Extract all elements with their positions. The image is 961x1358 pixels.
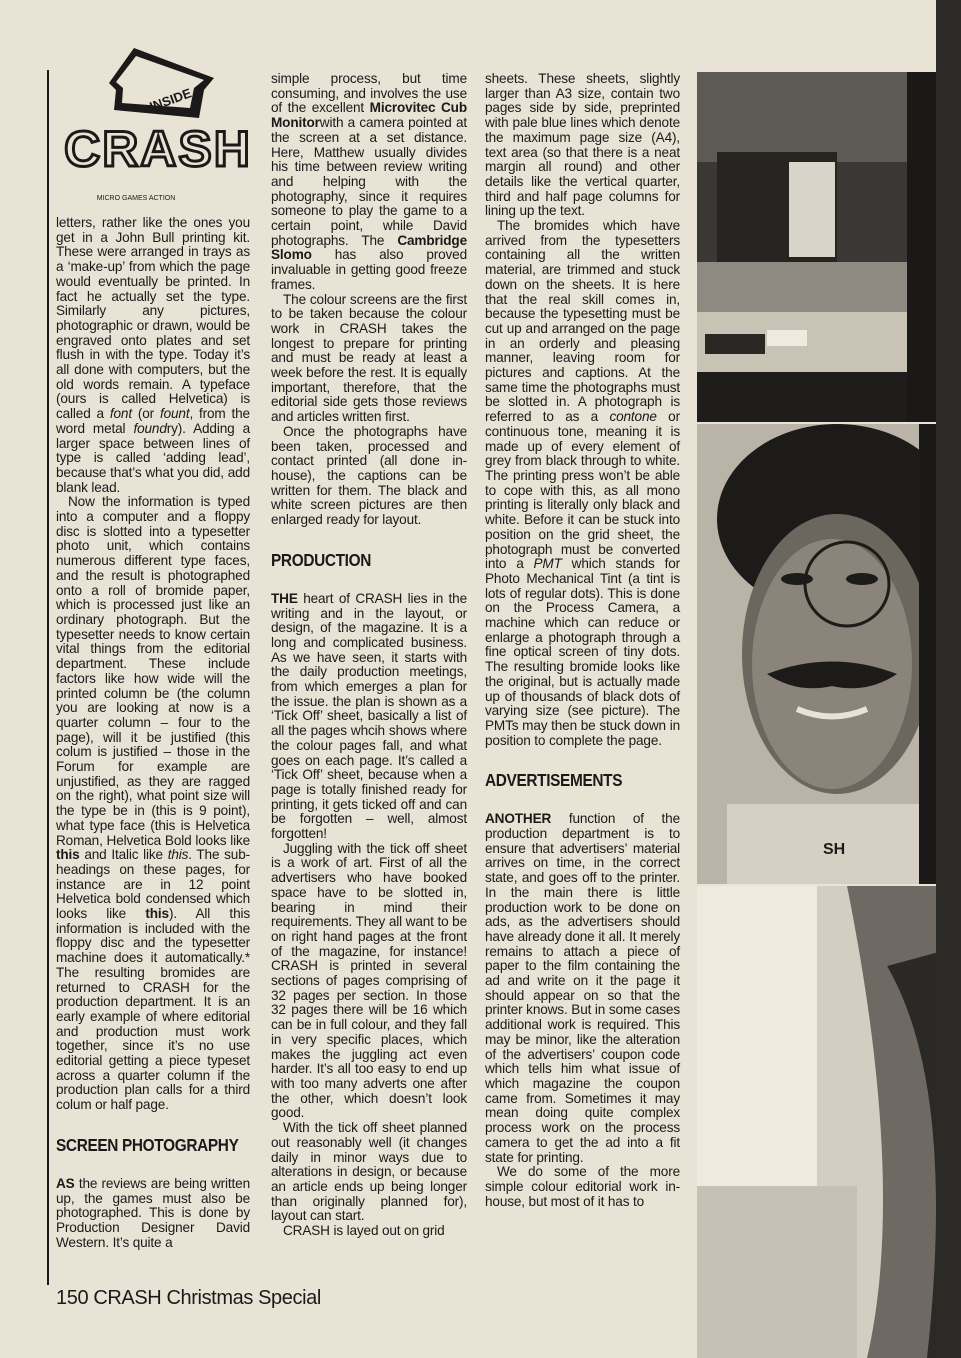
heading-advertisements: ADVERTISEMENTS: [485, 770, 623, 791]
inside-label: INSIDE: [147, 85, 194, 115]
col2-paragraph-7: CRASH is layed out on grid: [283, 1223, 445, 1239]
col2-paragraph-5: Juggling with the tick off sheet is a work of art. First of all the advertisers who have booked space have to be slotted in, bearing in mind their requirements. They all want to be on right hand pages at the front of the magazine, for instance! CRASH is printed in several sections of pages comprising of 32 pages per section. In those 32 pages there will be 16 which can be in full colour, and they fall in very specific places, which makes the juggling act even harder. It’s all too easy to end up with too many adverts one after the other, which doesn’t look good.: [271, 840, 467, 1121]
col1-paragraph-2: Now the information is typed into a computer and a floppy disc is slotted into a typesetter photo unit, which contains numerous different type faces, and the result is photographed onto a roll of bromide paper, which is processed just like an ordinary photograph. But the typesetter needs to know certain vital things from the editorial department. These include factors like how wide will the printed column be (the column you are looking at now is a quarter column – four to the page), will it be justified (this colum is justified – those in the Forum for example are unjustified, as they are ragged on the right), what point size will the type be in (this is 9 point), what type face (this is Helvetica Roman, Helvetica Bold looks like this and Italic like this. The sub-headings on these pages, for instance are in 12 point Helvetica bold condensed which looks like this). All this information is included with the floppy disc and the typesetter machine does it automatically.* The resulting bromides are returned to CRASH for the production department. It is an early example of where editorial and production must work together, since it’s no use editorial getting a piece typeset across a quarter column if the production plan calls for a third colum or half page.: [56, 494, 250, 1113]
col2-paragraph-6: With the tick off sheet planned out reasonably well (it changes daily in minor ways due to alterations in design, or because an article ends up being longer than originally planned for), layout can start.: [271, 1120, 467, 1224]
col2-paragraph-3: Once the photographs have been taken, processed and contact printed (all done in-house), the captions can be written for them. The black and white screen pictures are then enlarged ready for layout.: [271, 423, 467, 528]
col1-paragraph-1: letters, rather like the ones you get in a John Bull printing kit. These were arranged in trays as a ‘make-up’ from which the page would eventually be printed. In fact he actually set the type. Similarly any pictures, photographic or drawn, would be engraved onto plates and set flush in with the type. Today it’s all done with computers, but the old words remain. A typeface (ours is called Helvetica) is called a font (or fount, from the word metal foundry). Adding a larger space between lines of type is called ‘adding lead’, because that’s what you did, add blank lead.: [56, 215, 250, 495]
col2-paragraph-1: simple process, but time consuming, and involves the use of the excellent Microvitec Cub Monitorwith a camera pointed at the screen at a set distance. Here, Matthew usually divides his time between review writing and helping with the photography, since it requires someone to play the game to a certain point, while David photographs. The Cambridge Slomo has also proved invaluable in getting good freeze frames.: [271, 71, 467, 292]
inside-crash-logo: [54, 48, 260, 208]
photo-strip: [697, 72, 961, 1358]
col3-paragraph-1: sheets. These sheets, slightly larger than A3 size, contain two pages side by side, preprinted with pale blue lines which denote the maximum page size (A4), text area (so that there is a neat margin all round) and other details like the vertical quarter, third and half page columns for lining up the text.: [485, 71, 680, 219]
col3-paragraph-2: The bromides which have arrived from the typesetters containing all the written material, are trimmed and stuck down on the sheets. It is here that the real skill comes in, because the typesetting must be cut up and arranged on the page in an orderly and pleasing manner, leaving room for pictures and captions. At the same time the photographs must be slotted in. A photograph is referred to as a contone or continuous tone, meaning it is made up of every element of grey from black through to white. The printing press won’t be able to cope with this, as all mono printing is literally only black and white. Before it can be stuck into position on the grid sheet, the photograph must be converted into a PMT which stands for Photo Mechanical Tint (a tint is lots of regular dots). This is done on the Process Camera, a machine which can reduce or enlarge a photograph through a fine optical screen of tiny dots. The resulting bromide looks like the original, but is actually made up of thousands of black dots of varying size (see picture). The PMTs may then be stuck down in position to complete the page.: [485, 218, 680, 748]
logo-tagline: MICRO GAMES ACTION: [96, 195, 176, 202]
col2-paragraph-2: The colour screens are the first to be taken because the colour work in CRASH takes the longest to prepare for printing and must be ready at least a week before the rest. It is equally important, therefore, that the editorial side gets those reviews and articles written first.: [271, 291, 467, 425]
publication-title: CRASH Christmas Special: [93, 1287, 321, 1309]
binding-edge: [936, 0, 961, 1358]
column-rule: [47, 70, 49, 1285]
page-footer: [56, 1287, 321, 1310]
article-column-3: [485, 72, 680, 1209]
article-column-2: [271, 72, 467, 1239]
col2-paragraph-4: THE heart of CRASH lies in the writing and in the layout, or design, of the magazine. It is a long and complicated business. As we have seen, it starts with the daily production meetings, from which emerges a plan for the issue. the plan is shown as a ‘Tick Off’ sheet, basically a list of all the pages whcih shows where the colour pages fall, and what goes on each page. It’s called a ‘Tick Off’ sheet, because when a page is totally finished ready for printing, it gets ticked off and can be forgotten – well, almost forgotten!: [271, 590, 467, 842]
article-column-1: [56, 216, 250, 1250]
crash-wordmark: CRASH: [64, 121, 252, 177]
page-number: 150: [56, 1287, 89, 1309]
col1-paragraph-3: AS the reviews are being written up, the games must also be photographed. This is done by Production Designer David Western. It’s quite a: [56, 1175, 250, 1250]
sweater-lettering: SH: [823, 841, 846, 858]
heading-production: PRODUCTION: [271, 549, 372, 570]
col3-paragraph-3: ANOTHER function of the production department is to ensure that advertisers’ material arrives on time, in the correct state, and goes off to the printer. In the main there is little production work to be done on ads, as the advertisers should have already done it all. It merely remains to attach a piece of paper to the film containing the ad and write on it the page it should appear on so that the printer knows. But in some cases additional work is required. This may be minor, like the alteration of the advertisers’ coupon code which tells him what issue of which magazine the coupon came from. Sometimes it may mean doing quite complex process work on the process camera to get the ad into a fit state for printing.: [485, 811, 680, 1165]
photo-portrait: [697, 424, 961, 884]
col3-paragraph-4: We do some of the more simple colour editorial work in-house, but most of it has to: [485, 1164, 680, 1209]
heading-screen-photography: SCREEN PHOTOGRAPHY: [56, 1134, 239, 1155]
photo-process-camera: [697, 886, 961, 1358]
photo-computer-desk: [697, 72, 961, 422]
